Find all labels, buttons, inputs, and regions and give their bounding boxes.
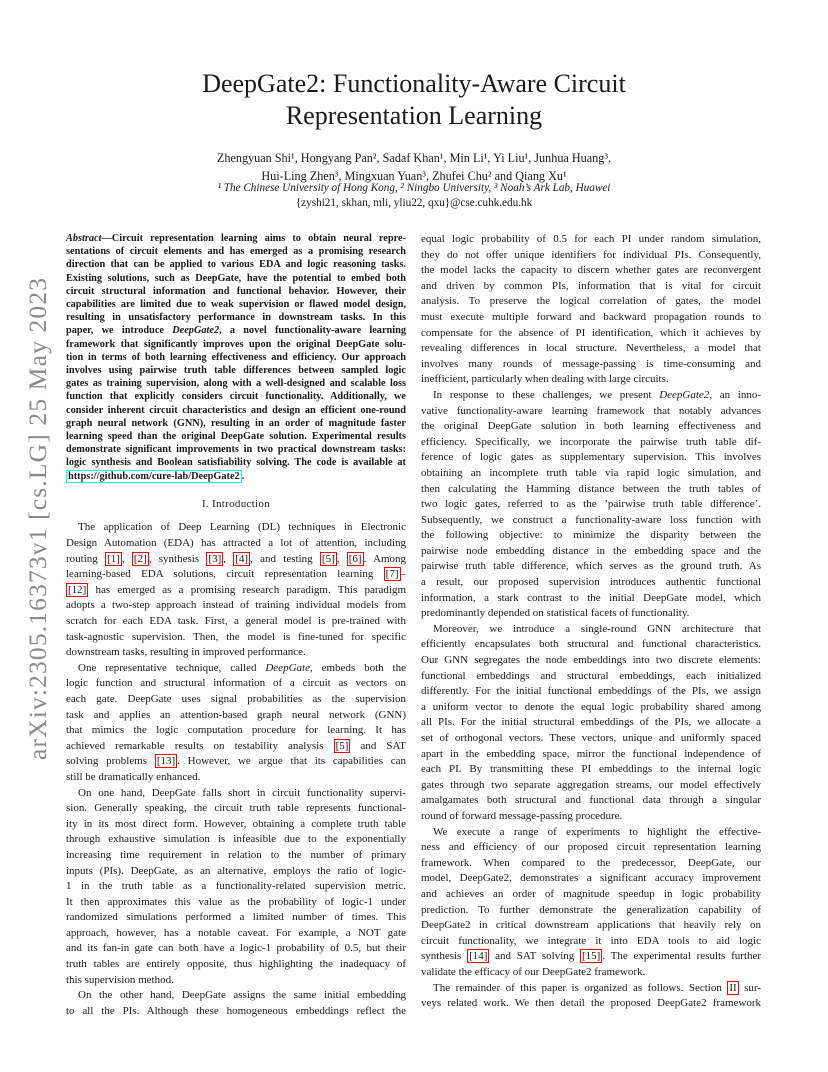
text-span: . The experimental results further: [602, 950, 761, 963]
text-line: functional embeddings and structural embeddings, each initialized: [421, 669, 761, 682]
right-column: [421, 232, 761, 1012]
title-line-2: Representation Learning: [285, 101, 543, 130]
text-line: downstream tasks, resulting in improved performance.: [66, 646, 306, 659]
text-line: Design Automation (EDA) has attracted a lot of attention, including: [66, 537, 406, 550]
authors-line-1: Zhengyuan Shi¹, Hongyang Pan², Sadaf Khan¹, Min Li¹, Yi Liu¹, Junhua Huang³,: [216, 151, 612, 165]
abstract-label: Abstract: [66, 233, 102, 244]
abstract-text: paper, we introduce: [66, 325, 173, 337]
text-span: solving problems: [66, 755, 155, 768]
text-line: [66, 567, 406, 583]
text-line: [421, 949, 761, 965]
text-span: routing: [66, 552, 106, 565]
text-line: [66, 661, 406, 677]
text-line: pairwise node embedding distance in the embedding space and the: [421, 544, 761, 557]
intro-paragraph-8: [421, 825, 761, 981]
text-line: prediction. To further demonstrate the generalization capability of: [421, 903, 761, 916]
authors-line-2: Hui-Ling Zhen³, Mingxuan Yuan³, Zhufei Chu² and Qiang Xu¹: [261, 168, 567, 183]
abstract-text: .: [241, 470, 245, 482]
text-line: then calculating the Hamming distance between the truth tables of: [421, 482, 761, 495]
text-line: [66, 739, 406, 755]
text-span: has emerged as a promising research paradigm. This paradigm: [88, 583, 406, 596]
text-line: approach, however, has a notable caveat. For example, a NOT gate: [66, 926, 406, 939]
text-line: to all the PIs. Although these homogeneous embeddings reflect the: [66, 1004, 406, 1017]
text-line: differently. For the initial functional embeddings of the PIs, we assign: [421, 685, 761, 698]
affiliations: ¹ The Chinese University of Hong Kong, ² Ningbo University, ³ Noah’s Ark Lab, Huawei: [217, 182, 611, 194]
section-link[interactable]: II: [729, 981, 737, 994]
text-line: task and applies an attention-based graph neural network (GNN): [66, 708, 406, 721]
text-line: apart in the embedding space, mirror the functional independence of: [421, 747, 761, 760]
text-line: scratch for each EDA task. First, a general model is pre-trained with: [66, 615, 406, 628]
text-span: The remainder of this paper is organized as follows. Section: [433, 981, 728, 994]
text-line: [421, 388, 761, 404]
abstract-line: direction that can be applied to various EDA and logic reasoning tasks.: [66, 259, 406, 271]
author-list: [100, 150, 728, 185]
text-span: achieved remarkable results on testability analysis: [66, 739, 334, 752]
text-line: pairwise truth table difference, which serves as the ground truth. As: [421, 560, 761, 573]
text-span: One representative technique, called: [78, 661, 266, 674]
citation-link[interactable]: [5]: [321, 552, 335, 565]
text-line: compensate for the absence of PI identification, which it achieves by: [421, 326, 761, 339]
text-line: 1 in the truth table as a functionality-related supervision metric.: [66, 880, 406, 893]
text-line: logic function and structural information of a circuit as vectors on: [66, 677, 406, 690]
abstract-line: framework that significantly improves upon the original DeepGate solu-: [66, 338, 406, 350]
text-span: learning-based EDA solutions, circuit representation learning: [66, 568, 384, 581]
abstract-line: resulting in unsatisfactory performance in downstream tasks. In this: [66, 312, 406, 324]
abstract-text: , a novel functionality-aware learning: [219, 325, 406, 337]
text-span: , synthesis: [148, 552, 207, 565]
citation-link[interactable]: [12]: [68, 583, 87, 596]
text-line: truth tables are entirely opposite, thus highlighting the inadequacy of: [66, 958, 406, 971]
text-line: they do not offer unique identifiers for individual PIs. Consequently,: [421, 248, 761, 261]
text-span: . However, we argue that its capabilities can: [177, 755, 406, 768]
abstract-line: consider inherent circuit characteristics and design an efficient one-round: [66, 404, 406, 416]
text-line: round of forward message-passing procedure.: [421, 809, 623, 822]
text-line: the original DeepGate solution in both learning effectiveness and: [421, 420, 761, 433]
text-line: On one hand, DeepGate falls short in circuit functionality supervi-: [78, 786, 406, 799]
citation-link[interactable]: [1]: [107, 552, 120, 565]
text-line: circuit functionality, we integrate it into EDA tools to aid logic: [421, 934, 761, 947]
text-line: veys related work. We then detail the proposed DeepGate2 framework: [421, 997, 761, 1010]
text-line: and its fan-in gate can both have a logic-1 probability of 0.5, but their: [66, 942, 406, 955]
intro-paragraph-6: [421, 388, 761, 622]
abstract-line: graph neural network (GNN), resulting in an order of magnitude faster: [66, 417, 406, 429]
citation-link[interactable]: [7]: [385, 568, 399, 581]
text-line: efficiency. Specifically, we incorporate the pairwise truth table dif-: [421, 435, 761, 448]
abstract-line: gates as training supervision, along with a well-designed and scalable loss: [66, 378, 406, 390]
abstract-line: [66, 324, 406, 337]
text-line: adopts a two-step approach instead of training individual models from: [66, 599, 406, 612]
text-line: vative functionality-aware learning framework that notably advances: [421, 404, 761, 417]
text-line: The application of Deep Learning (DL) techniques in Electronic: [78, 521, 406, 534]
abstract-line: tion in terms of both learning effectiveness and efficiency. Our approach: [66, 351, 406, 363]
text-line: model, DeepGate2, demonstrates a significant accuracy improvement: [421, 872, 761, 885]
text-span: In response to these challenges, we present: [433, 388, 660, 401]
citation-link[interactable]: [3]: [208, 552, 222, 565]
arxiv-sidebar: [13, 0, 55, 1072]
abstract-line: function that explicitly considers circuit functionality. Additionally, we: [66, 391, 406, 403]
text-span: , an inno-: [709, 388, 761, 401]
text-line: task-agnostic supervision. Then, the model is fine-tuned for specific: [66, 630, 406, 643]
abstract-line: capabilities are limited due to weak supervision or flawed model design,: [66, 299, 406, 311]
text-span: –: [400, 568, 406, 581]
text-span: ,: [121, 552, 132, 565]
text-line: We execute a range of experiments to highlight the effective-: [433, 825, 761, 838]
text-line: [66, 552, 406, 568]
text-line: gates through two separate aggregation streams, our model effectively: [421, 778, 761, 791]
intro-paragraph-1: [66, 520, 406, 660]
abstract-line: [66, 470, 406, 483]
left-column: [66, 232, 406, 1019]
code-repo-link[interactable]: https://github.com/cure-lab/DeepGate2: [68, 470, 240, 482]
model-name: DeepGate2: [172, 325, 220, 337]
text-line: equal logic probability of 0.5 for each PI under random simulation,: [421, 233, 761, 245]
text-line: and achieves an order of magnitude speedup in logic probability: [421, 887, 761, 900]
text-span: . Among: [363, 552, 407, 565]
citation-link[interactable]: [5]: [335, 739, 349, 752]
citation-link[interactable]: [14]: [469, 950, 488, 963]
intro-paragraph-3: [66, 786, 406, 989]
text-span: ,: [223, 552, 234, 565]
text-line: all PIs. For the initial structural embeddings of the PIs, we allocate a: [421, 716, 761, 729]
text-span: , and testing: [250, 552, 320, 565]
model-name: DeepGate2: [659, 388, 710, 401]
text-line: obtaining an incomplete truth table via rapid logic simulation, and: [421, 466, 761, 479]
text-line: two logic gates, referred to as the ’pairwise truth table difference’.: [421, 498, 761, 511]
text-line: sion. Generally speaking, the circuit truth table represents functional-: [66, 802, 406, 815]
text-line: It then approximates this value as the probability of logic-1 under: [66, 895, 406, 908]
text-line: that mimics the logic computation procedure for learning. It has: [66, 724, 406, 737]
text-line: validate the efficacy of our DeepGate2 framework.: [421, 965, 646, 978]
text-line: [421, 981, 761, 997]
text-line: through exhaustive simulation is infeasible due to the exponentially: [66, 833, 406, 846]
citation-link[interactable]: [4]: [235, 552, 249, 565]
text-line: set of orthogonal vectors. These vectors, unique and uniformly spaced: [421, 732, 761, 744]
text-line: Our GNN segregates the node embeddings into two discrete elements:: [421, 654, 761, 667]
text-line: a uniform vector to denote the equal logic probability shared among: [421, 700, 761, 713]
text-line: predominantly depended on statistical facets of functionality.: [421, 607, 690, 620]
citation-link[interactable]: [13]: [156, 755, 176, 768]
text-line: information, a stark contrast to the initial DeepGate model, which: [421, 591, 761, 604]
text-line: Moreover, we introduce a single-round GNN architecture that: [433, 622, 761, 635]
abstract-line: involves using pairwise truth table differences between sampled logic: [66, 365, 406, 377]
text-line: analysis. To preserve the logical correlation of gates, the model: [421, 295, 761, 308]
abstract-line: [66, 232, 406, 245]
text-line: increasing time requirement in relation to the number of primary: [66, 848, 406, 861]
text-line: Subsequently, we construct a functionality-aware loss function with: [421, 513, 761, 526]
author-emails: {zyshi21, skhan, mli, yliu22, qxu}@cse.cuhk.edu.hk: [295, 197, 533, 209]
text-span: and SAT solving: [489, 950, 580, 963]
text-line: the model lacks the capacity to discern whether gates are reconvergent: [421, 264, 761, 277]
text-line: this supervision method.: [66, 973, 174, 986]
citation-link[interactable]: [6]: [348, 552, 362, 565]
intro-paragraph-7: [421, 622, 761, 825]
text-line: framework. When compared to the predecessor, DeepGate, our: [421, 856, 761, 869]
text-line: DeepGate2 in critical downstream applications that heavily rely on: [421, 919, 761, 932]
abstract-line: circuit structural information and functional behavior. However, their: [66, 285, 406, 297]
intro-paragraph-4: [66, 988, 406, 1019]
intro-paragraph-5: [421, 232, 761, 388]
text-line: inputs (PIs). DeepGate, as an alternative, employs the ratio of logic-: [66, 864, 406, 877]
title-line-1: DeepGate2: Functionality-Aware Circuit: [202, 69, 626, 98]
text-line: must execute multiple forward and backward propagation rounds to: [421, 310, 761, 323]
text-line: a result, our proposed supervision introduces authentic functional: [421, 576, 761, 589]
text-line: involves many rounds of message-passing is time-consuming and: [421, 357, 761, 370]
text-line: ference of logic gates as supplementary supervision. This involves: [421, 451, 761, 464]
text-span: , embeds both the: [309, 661, 406, 674]
text-span: sur-: [738, 981, 761, 994]
arxiv-sidebar-svg: [13, 0, 55, 1072]
text-line: ity in its most direct form. However, obtaining a complete truth table: [66, 817, 406, 830]
text-line: ness and efficiency of our proposed circuit representation learning: [421, 841, 761, 854]
text-line: amalgamates both structural and functional data through a singular: [421, 794, 761, 807]
text-line: and driven by common PIs, information that is vital for circuit: [421, 279, 761, 292]
text-line: each gate. DeepGate uses signal probabilities as the supervision: [66, 692, 406, 705]
text-line: revealing differences in local structure. Nevertheless, a model that: [421, 342, 761, 355]
text-line: still be dramatically enhanced.: [66, 770, 201, 783]
citation-link[interactable]: [15]: [582, 950, 601, 963]
abstract: [66, 232, 406, 483]
abstract-line: learning speed than the original DeepGate solution. Experimental results: [66, 431, 406, 443]
text-line: [66, 754, 406, 770]
text-line: [66, 583, 406, 599]
section-heading-introduction: I. Introduction: [201, 497, 271, 510]
text-span: and SAT: [350, 739, 406, 752]
text-line: efficiently encapsulates both structural and functional characteristics.: [421, 638, 761, 651]
abstract-line: sentations of circuit elements and has emerged as a promising research: [66, 246, 406, 258]
text-line: each PI. By transmitting these PI embeddings to the internal logic: [421, 763, 761, 776]
abstract-line: demonstrate significant improvements in two practical downstream tasks:: [66, 444, 406, 456]
text-line: randomized simulations performed a limited number of times. This: [66, 911, 406, 924]
abstract-text: —Circuit representation learning aims to obtain neural repre-: [101, 233, 406, 244]
text-line: On the other hand, DeepGate assigns the same initial embedding: [78, 989, 406, 1002]
text-span: synthesis: [421, 950, 468, 963]
text-span: ,: [336, 552, 347, 565]
arxiv-id-text: arXiv:2305.16373v1 [cs.LG] 25 May 2023: [23, 278, 52, 760]
text-line: the following objective: to minimize the disparity between the: [421, 529, 761, 542]
intro-paragraph-2: [66, 661, 406, 786]
abstract-line: logic synthesis and Boolean satisfiability solving. The code is available at: [66, 457, 406, 469]
paper-title: [0, 68, 828, 132]
citation-link[interactable]: [2]: [133, 552, 147, 565]
text-line: inefficient, particularly when dealing with large circuits.: [421, 373, 669, 386]
abstract-line: Existing solutions, such as DeepGate, have the potential to embed both: [66, 272, 406, 284]
intro-paragraph-9: [421, 981, 761, 1012]
model-name: DeepGate: [265, 661, 310, 674]
